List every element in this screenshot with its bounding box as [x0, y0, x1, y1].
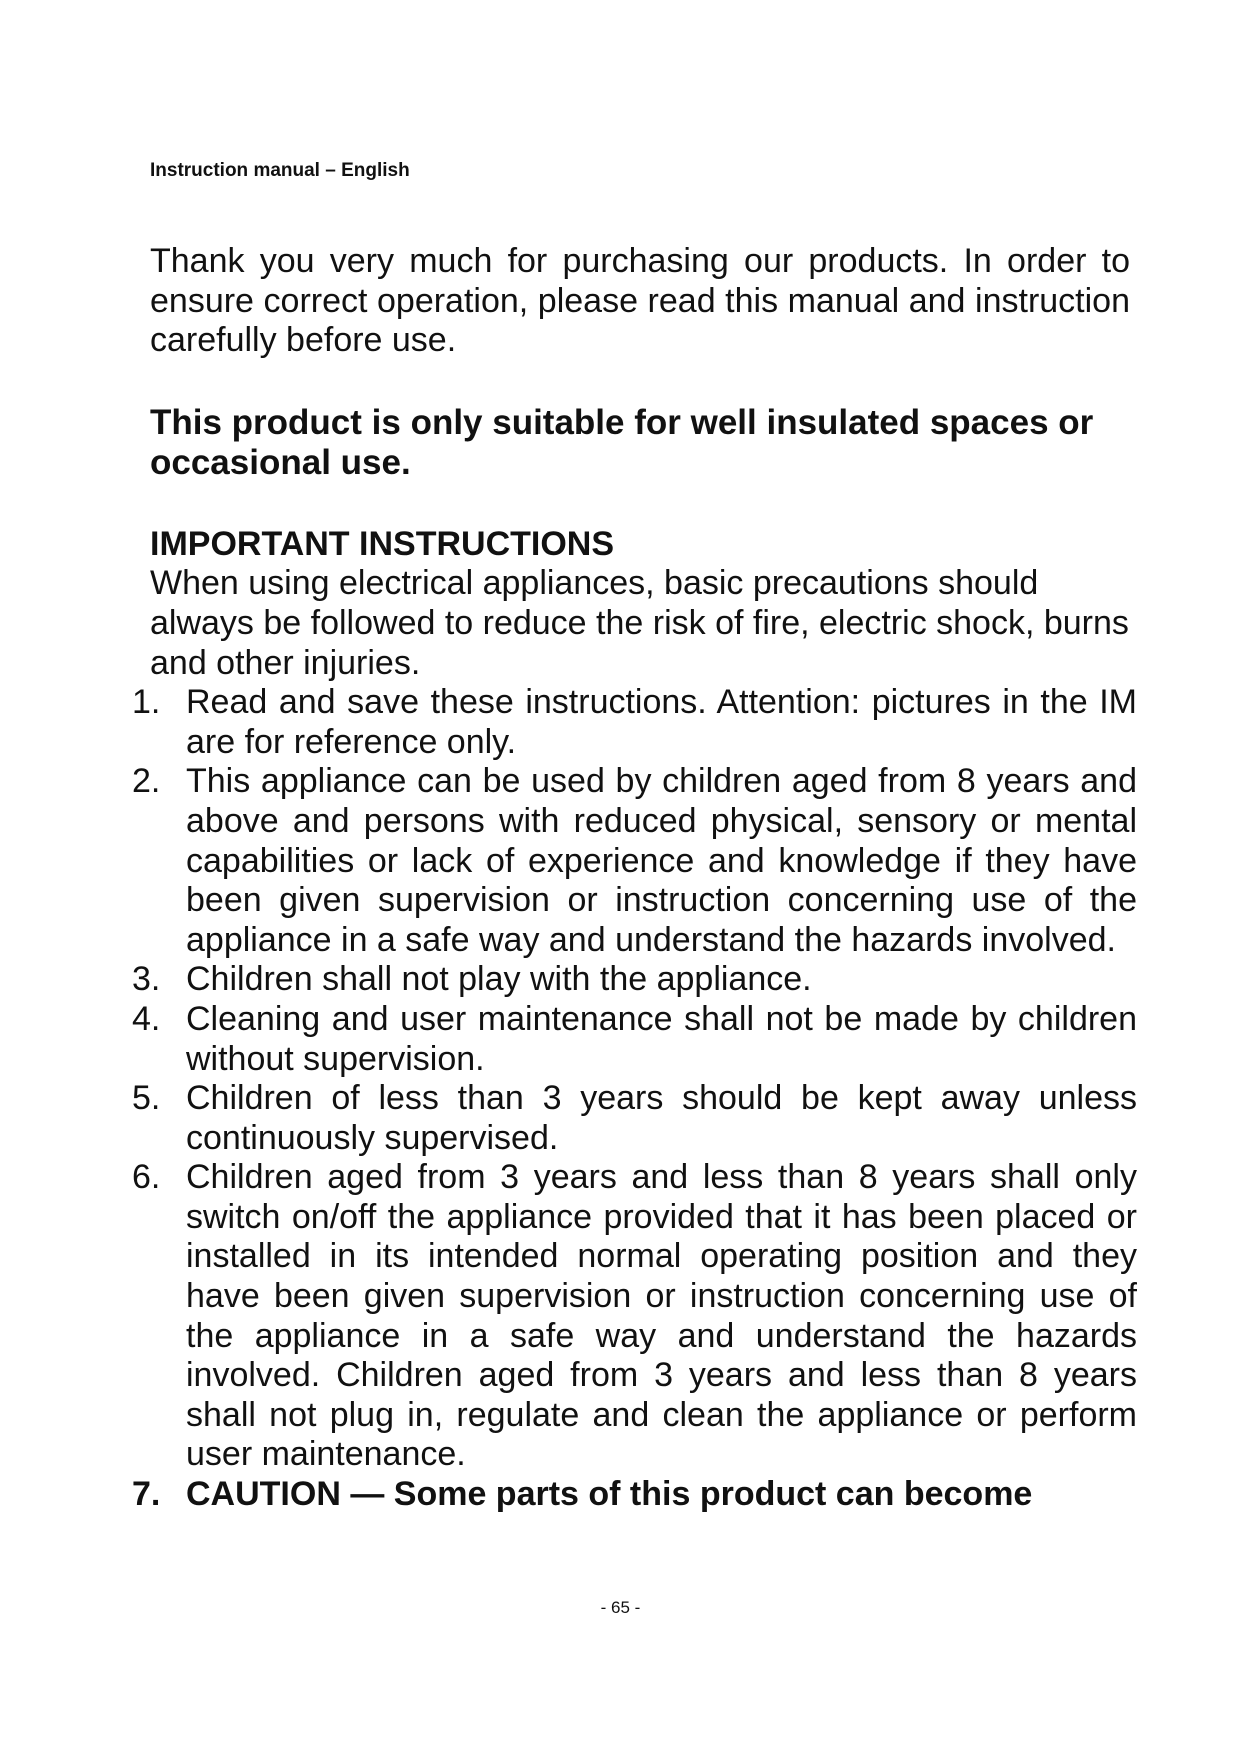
item-number: 5.	[132, 1079, 161, 1118]
item-number: 2.	[132, 762, 161, 801]
suitability-notice: This product is only suitable for well insulated spaces or occasional use.	[150, 402, 1094, 482]
item-text: Children of less than 3 years should be kept away unless continuously supervised.	[186, 1079, 1137, 1157]
instruction-list	[132, 683, 1137, 1514]
list-item	[132, 683, 1137, 762]
list-item	[132, 1000, 1137, 1079]
list-item	[132, 762, 1137, 960]
list-item	[132, 1079, 1137, 1158]
item-number: 6.	[132, 1158, 161, 1197]
document-header: Instruction manual – English	[150, 160, 410, 181]
item-text: Cleaning and user maintenance shall not be made by children without supervision.	[186, 999, 1137, 1078]
item-number: 7.	[132, 1475, 161, 1514]
item-text: Children aged from 3 years and less than 8 years shall only switch on/off the appliance provided that it has been placed or installed in its intended normal operating position and they have been given supervision or instruction concerning use of the appliance in a safe way and understand the hazards involved. Children aged from 3 years and less than 8 years shall not plug in, regulate and clean the appliance or perform user maintenance.	[186, 1158, 1137, 1474]
page-number: - 65 -	[600, 1598, 641, 1617]
item-number: 1.	[132, 683, 161, 722]
item-text: CAUTION — Some parts of this product can become	[186, 1475, 1033, 1514]
section-intro: When using electrical appliances, basic precautions should always be followed to reduce the risk of fire, electric shock, burns and other injuries.	[150, 564, 1129, 682]
item-text: Children shall not play with the appliance.	[186, 960, 812, 999]
section-heading: IMPORTANT INSTRUCTIONS	[150, 524, 615, 563]
intro-paragraph: Thank you very much for purchasing our products. In order to ensure correct operation, please read this manual and instruction carefully before use.	[150, 242, 1130, 360]
main-content	[132, 242, 1137, 1515]
list-item	[132, 1158, 1137, 1475]
item-number: 3.	[132, 960, 161, 999]
item-number: 4.	[132, 999, 161, 1038]
list-item	[132, 960, 1137, 1000]
item-text: Read and save these instructions. Attention: pictures in the IM are for reference only.	[186, 683, 1137, 761]
item-text: This appliance can be used by children aged from 8 years and above and persons with reduced physical, sensory or mental capabilities or lack of experience and knowledge if they have been given supervision or instruction concerning use of the appliance in a safe way and understand the hazards involved.	[186, 762, 1137, 959]
list-item-caution	[132, 1475, 1137, 1515]
